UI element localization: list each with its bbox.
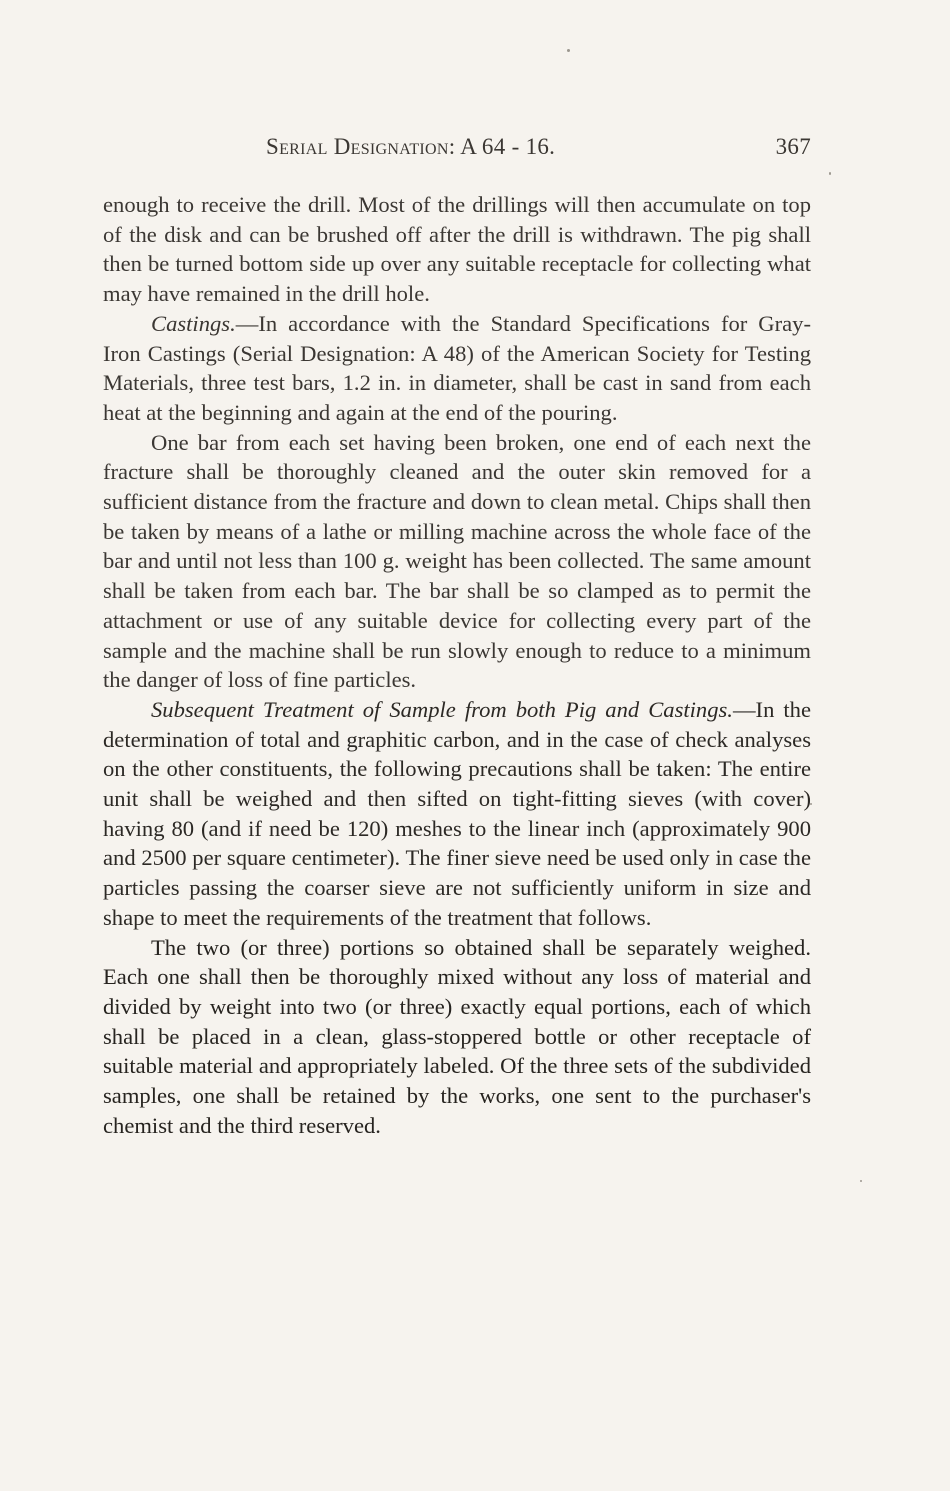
speck-mark xyxy=(860,1180,862,1182)
paragraph-heading: Castings. xyxy=(151,310,236,336)
paragraph xyxy=(103,309,811,428)
paragraph-text: One bar from each set having been broken, one end of each next the fracture shall be thoroughly cleaned and the outer skin removed for a sufficient distance from the fracture and down to clean metal. Chips shall then be taken by means of a lathe or milling machine across the whole face of the bar and until not less than 100 g. weight has been collected. The same amount shall be taken from each bar. The bar shall be so clamped as to permit the attachment or use of any suitable device for collecting every part of the sample and the machine shall be run slowly enough to reduce to a minimum the danger of loss of fine particles. xyxy=(103,429,811,693)
paragraph xyxy=(103,190,811,309)
header-title: Serial Designation: A 64 - 16. xyxy=(266,134,556,159)
running-header xyxy=(103,131,811,167)
paragraph-text: —In accordance with the Standard Specifications for Gray-Iron Castings (Serial Designation: A 48) of the American Society for Testing Materials, three test bars, 1.2 in. in diameter, shall be cast in sand from each heat at the beginning and again at the end of the pouring. xyxy=(103,310,811,425)
paragraph xyxy=(103,933,811,1141)
speck-mark xyxy=(829,172,831,175)
page-number: 367 xyxy=(775,134,811,159)
body-text xyxy=(103,190,811,1141)
speck-mark xyxy=(567,49,570,52)
paragraph-heading: Subsequent Treatment of Sample from both Pig and Castings. xyxy=(151,696,733,722)
paragraph-text: enough to receive the drill. Most of the drillings will then accumulate on top of the disk and can be brushed off after the drill is withdrawn. The pig shall then be turned bottom side up over any suitable receptacle for collecting what may have remained in the drill hole. xyxy=(103,192,811,307)
paragraph xyxy=(103,695,811,933)
paragraph xyxy=(103,428,811,695)
paragraph-text: —In the determination of total and graphitic carbon, and in the case of check analyses on the other constituents, the following precautions shall be taken: The entire unit shall be weighed and then sifted on tight-fitting sieves (with cover) having 80 (and if need be 120) meshes to the linear inch (approximately 900 and 2500 per square centimeter). The finer sieve need be used only in case the particles passing the coarser sieve are not sufficiently uniform in size and shape to meet the requirements of the treatment that follows. xyxy=(103,696,811,930)
paragraph-text: The two (or three) portions so obtained shall be separately weighed. Each one shall then be thoroughly mixed without any loss of material and divided by weight into two (or three) exactly equal portions, each of which shall be placed in a clean, glass-stoppered bottle or other receptacle of suitable material and appropriately labeled. Of the three sets of the subdivided samples, one shall be retained by the works, one sent to the purchaser's chemist and the third reserved. xyxy=(103,934,811,1138)
